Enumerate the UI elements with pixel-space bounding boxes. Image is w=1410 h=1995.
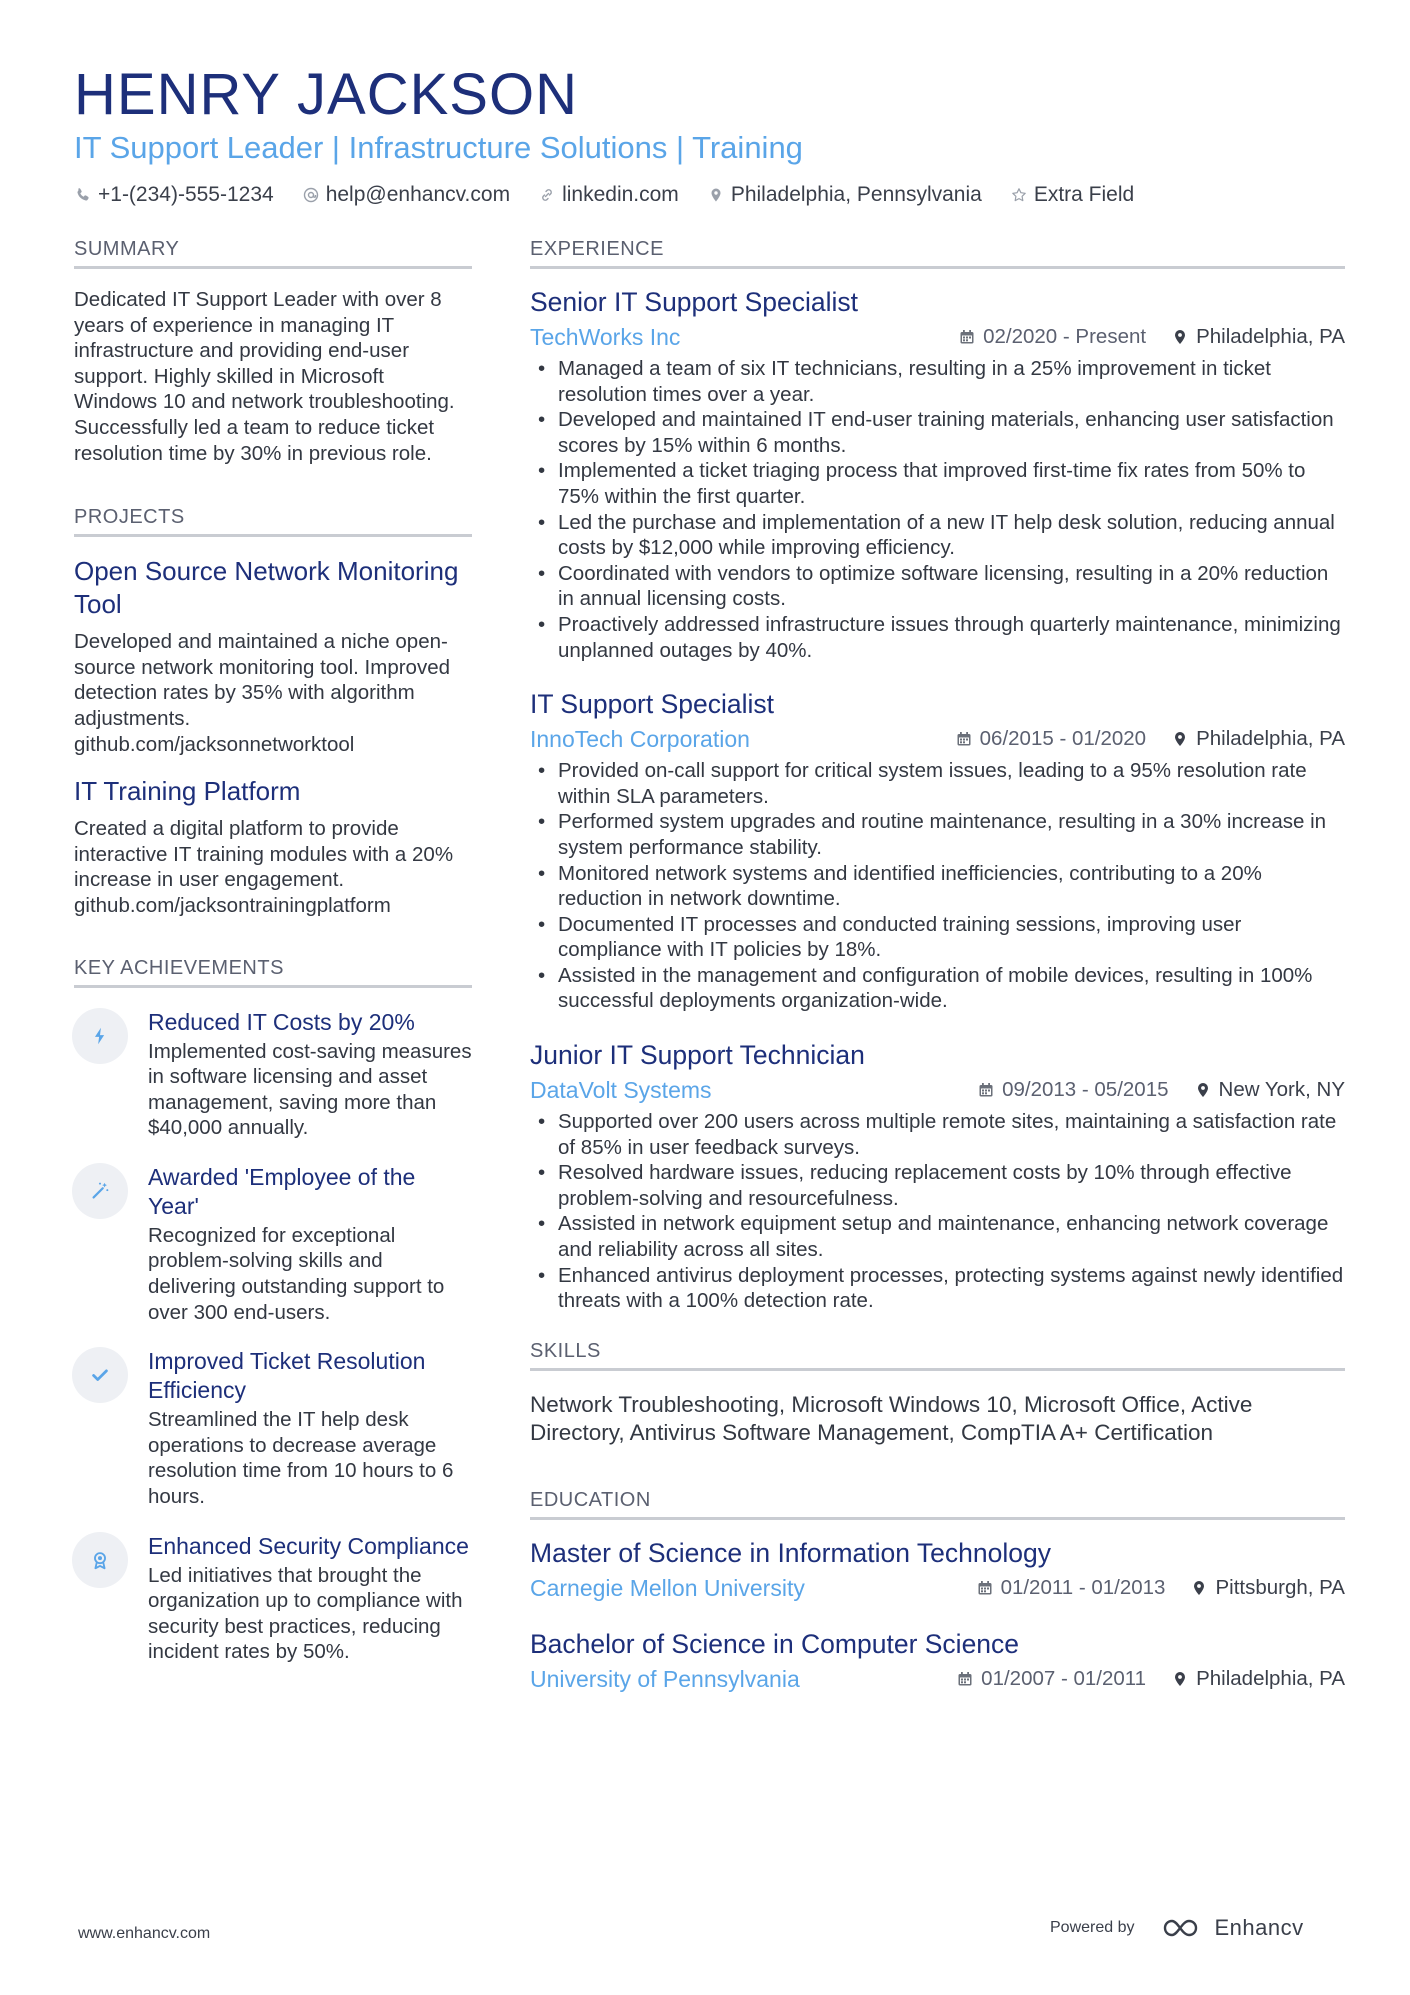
list-item: • Performed system upgrades and routine maintenance, resulting in a 30% increase in system performance stability.	[530, 809, 1345, 860]
job-title: Senior IT Support Specialist	[530, 287, 858, 317]
contact-email[interactable]	[302, 180, 510, 210]
list-item: • Supported over 200 users across multiple remote sites, maintaining a satisfaction rate of 85% in user feedback surveys.	[530, 1109, 1345, 1160]
contact-location-text: Philadelphia, Pennsylvania	[730, 183, 982, 206]
summary-heading: SUMMARY	[74, 236, 472, 269]
job-entry	[530, 687, 1345, 1014]
job-company: TechWorks Inc	[530, 324, 681, 350]
education-entry	[530, 1536, 1345, 1603]
job-dates-text: 09/2013 - 05/2015	[1002, 1078, 1169, 1102]
infinity-logo-icon	[1161, 1915, 1207, 1941]
brand-logo[interactable]	[1161, 1915, 1304, 1941]
job-dates	[956, 727, 1146, 751]
footer-branding	[1050, 1915, 1304, 1941]
powered-by-text: Powered by	[1050, 1919, 1135, 1936]
education-section	[530, 1487, 1345, 1694]
contact-linkedin-text: linkedin.com	[562, 183, 679, 206]
contact-phone	[74, 180, 274, 210]
job-location	[1172, 727, 1345, 751]
brand-name: Enhancv	[1214, 1915, 1304, 1940]
calendar-icon	[978, 1082, 994, 1098]
job-location-text: New York, NY	[1218, 1078, 1345, 1102]
list-item: • Documented IT processes and conducted training sessions, improving user compliance with IT policies by 18%.	[530, 912, 1345, 963]
award-icon	[72, 1532, 128, 1588]
project-name: IT Training Platform	[74, 776, 301, 807]
location-icon	[1172, 731, 1188, 747]
projects-heading: PROJECTS	[74, 504, 472, 537]
job-company: InnoTech Corporation	[530, 726, 750, 753]
location-icon	[707, 186, 725, 204]
location-icon	[1195, 1082, 1211, 1098]
bolt-icon	[72, 1008, 128, 1064]
job-title: Junior IT Support Technician	[530, 1040, 865, 1071]
job-dates-text: 06/2015 - 01/2020	[979, 727, 1147, 751]
job-entry	[530, 1038, 1345, 1314]
job-bullets	[530, 758, 1345, 1014]
project-item	[74, 775, 472, 918]
list-item: • Resolved hardware issues, reducing replacement costs by 10% through effective problem-solving and resourcefulness.	[530, 1160, 1345, 1211]
achievements-heading: KEY ACHIEVEMENTS	[74, 955, 472, 988]
list-item: • Assisted in the management and configuration of mobile devices, resulting in 100% successful deployments organization-wide.	[530, 963, 1345, 1014]
achievement-description: Led initiatives that brought the organization up to compliance with security best practices, reducing incident rates by 50%.	[148, 1563, 463, 1664]
job-location-text: Philadelphia, PA	[1196, 325, 1345, 348]
job-title: IT Support Specialist	[530, 689, 775, 720]
list-item: • Implemented a ticket triaging process that improved first-time fix rates from 50% to 75% within the first quarter.	[530, 458, 1345, 509]
education-dates	[957, 1667, 1146, 1691]
education-degree: Master of Science in Information Technology	[530, 1537, 1051, 1568]
list-item: • Developed and maintained IT end-user training materials, enhancing user satisfaction scores by 15% within 6 months.	[530, 407, 1345, 458]
list-item: • Assisted in network equipment setup and maintenance, enhancing network coverage and reliability across all sites.	[530, 1211, 1345, 1262]
achievement-description: Implemented cost-saving measures in software licensing and asset management, saving more than $40,000 annually.	[148, 1039, 472, 1140]
achievement-title: Enhanced Security Compliance	[148, 1532, 469, 1559]
project-description: Created a digital platform to provide interactive IT training modules with a 20% increase in user engagement. github.com/jacksontrainingplatform	[74, 817, 454, 917]
job-company: DataVolt Systems	[530, 1077, 712, 1104]
job-location	[1172, 325, 1345, 349]
checkmark-icon	[72, 1347, 128, 1403]
star-icon	[1010, 186, 1028, 204]
contact-location	[707, 180, 982, 210]
projects-section	[74, 504, 472, 918]
job-dates	[978, 1078, 1168, 1102]
project-description: Developed and maintained a niche open-source network monitoring tool. Improved detection rates by 35% with algorithm adjustments. github.com/jacksonnetworktool	[74, 630, 451, 756]
job-location	[1195, 1078, 1345, 1102]
job-location-text: Philadelphia, PA	[1196, 727, 1345, 751]
education-location-text: Pittsburgh, PA	[1215, 1575, 1345, 1599]
phone-icon	[74, 186, 92, 204]
resume-header	[74, 62, 1344, 210]
candidate-name: HENRY JACKSON	[74, 62, 578, 127]
skills-section	[530, 1338, 1345, 1447]
education-entry	[530, 1627, 1345, 1694]
project-name: Open Source Network Monitoring Tool	[74, 556, 459, 620]
achievement-description: Recognized for exceptional problem-solving skills and delivering outstanding support to over 300 end-users.	[148, 1223, 445, 1324]
footer-website[interactable]: www.enhancv.com	[78, 1925, 211, 1942]
list-item: • Coordinated with vendors to optimize software licensing, resulting in a 20% reduction in annual licensing costs.	[530, 561, 1345, 612]
education-dates-text: 01/2007 - 01/2011	[981, 1666, 1147, 1690]
summary-text: Dedicated IT Support Leader with over 8 years of experience in managing IT infrastructure and providing end-user support. Highly skilled in Microsoft Windows 10 and network troubleshooting. Successfully led a team to reduce ticket resolution time by 30% in previous role.	[74, 288, 455, 465]
achievements-section	[74, 955, 472, 1666]
education-dates	[977, 1576, 1166, 1600]
project-item	[74, 555, 472, 757]
link-icon	[538, 186, 556, 204]
experience-heading: EXPERIENCE	[530, 236, 1345, 269]
achievement-item	[74, 1008, 472, 1141]
list-item: • Enhanced antivirus deployment processes, protecting systems against newly identified threats with a 100% detection rate.	[530, 1263, 1345, 1314]
achievement-title: Awarded 'Employee of the Year'	[148, 1163, 416, 1219]
list-item: • Led the purchase and implementation of a new IT help desk solution, reducing annual costs by $12,000 while improving efficiency.	[530, 510, 1345, 561]
achievement-item	[74, 1163, 472, 1325]
calendar-icon	[977, 1580, 993, 1596]
calendar-icon	[959, 329, 975, 345]
education-heading: EDUCATION	[530, 1487, 1345, 1520]
job-bullets	[530, 356, 1345, 663]
education-school: University of Pennsylvania	[530, 1665, 800, 1692]
location-icon	[1172, 329, 1188, 345]
achievement-title: Reduced IT Costs by 20%	[148, 1008, 415, 1035]
list-item: • Proactively addressed infrastructure issues through quarterly maintenance, minimizing unplanned outages by 40%.	[530, 612, 1345, 663]
achievement-item	[74, 1532, 472, 1665]
job-dates	[959, 325, 1146, 349]
list-item: • Provided on-call support for critical system issues, leading to a 95% resolution rate within SLA parameters.	[530, 758, 1345, 809]
contact-extra-text: Extra Field	[1033, 183, 1135, 206]
list-item: • Managed a team of six IT technicians, resulting in a 25% improvement in ticket resolution times over a year.	[530, 356, 1345, 407]
location-icon	[1172, 1671, 1188, 1687]
education-dates-text: 01/2011 - 01/2013	[1000, 1575, 1166, 1599]
summary-section	[74, 236, 472, 466]
right-column	[530, 236, 1345, 1718]
job-dates-text: 02/2020 - Present	[983, 325, 1147, 348]
contact-phone-text: +1-(234)-555-1234	[98, 183, 274, 206]
job-bullets	[530, 1109, 1345, 1314]
achievement-description: Streamlined the IT help desk operations to decrease average resolution time from 10 hours to 6 hours.	[148, 1408, 454, 1509]
magic-wand-icon	[72, 1163, 128, 1219]
education-location	[1191, 1576, 1345, 1600]
contact-email-text: help@enhancv.com	[325, 183, 511, 206]
candidate-headline: IT Support Leader | Infrastructure Solutions | Training	[74, 130, 803, 165]
at-icon	[302, 186, 320, 204]
contact-linkedin[interactable]	[538, 180, 679, 210]
education-school: Carnegie Mellon University	[530, 1574, 805, 1601]
calendar-icon	[957, 1671, 973, 1687]
calendar-icon	[956, 731, 972, 747]
skills-text: Network Troubleshooting, Microsoft Windows 10, Microsoft Office, Active Directory, Antivirus Software Management, CompTIA A+ Certification	[530, 1391, 1253, 1445]
location-icon	[1191, 1580, 1207, 1596]
education-location-text: Philadelphia, PA	[1196, 1666, 1345, 1690]
list-item: • Monitored network systems and identified inefficiencies, contributing to a 20% reduction in network downtime.	[530, 861, 1345, 912]
contact-list	[74, 180, 1344, 210]
skills-heading: SKILLS	[530, 1338, 1345, 1371]
education-location	[1172, 1667, 1345, 1691]
left-column	[74, 236, 472, 1687]
contact-extra	[1010, 180, 1134, 210]
achievement-item	[74, 1347, 472, 1509]
experience-section	[530, 236, 1345, 1314]
job-entry	[530, 285, 1345, 663]
achievement-title: Improved Ticket Resolution Efficiency	[148, 1348, 426, 1404]
education-degree: Bachelor of Science in Computer Science	[530, 1628, 1020, 1659]
